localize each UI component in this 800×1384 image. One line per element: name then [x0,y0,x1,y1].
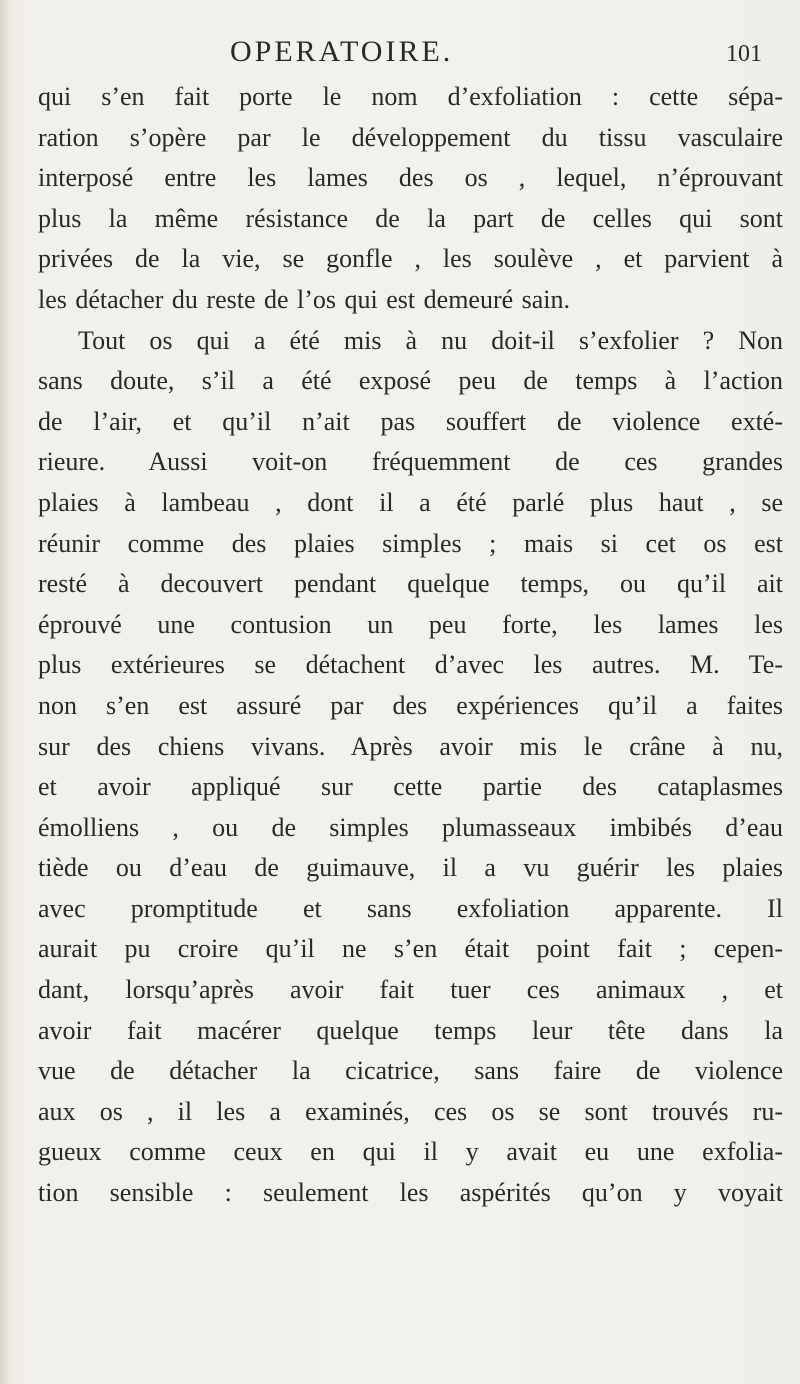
page-gutter-shadow [0,0,10,1384]
text-line: gueux comme ceux en qui il y avait eu une exfolia- [38,1137,783,1167]
text-line: rieure. Aussi voit-on fréquemment de ces grandes [38,447,783,477]
text-line: resté à decouvert pendant quelque temps, ou qu’il ait [38,569,783,599]
text-line: Tout os qui a été mis à nu doit-il s’exfolier ? Non [78,325,783,355]
running-head: OPERATOIRE. [230,35,454,68]
text-line: vue de détacher la cicatrice, sans faire de violence [38,1056,783,1086]
text-line: plus la même résistance de la part de celles qui sont [38,203,783,233]
text-line: privées de la vie, se gonfle , les soulève , et parvient à [38,244,783,274]
text-line: non s’en est assuré par des expériences qu’il a faites [38,690,783,720]
text-line: ration s’opère par le développement du tissu vasculaire [38,122,783,152]
text-line: tion sensible : seulement les aspérités qu’on y voyait [38,1178,783,1208]
body-text [38,77,783,1214]
text-line: les détacher du reste de l’os qui est demeuré sain. [38,284,571,314]
text-line: interposé entre les lames des os , lequel, n’éprouvant [38,163,783,193]
text-line: de l’air, et qu’il n’ait pas souffert de violence exté- [38,406,783,436]
text-line: qui s’en fait porte le nom d’exfoliation : cette sépa- [38,82,783,111]
text-line: aurait pu croire qu’il ne s’en était point fait ; cepen- [38,934,783,964]
text-line: avoir fait macérer quelque temps leur tête dans la [38,1015,783,1045]
text-line: avec promptitude et sans exfoliation apparente. Il [38,893,783,923]
text-line: dant, lorsqu’après avoir fait tuer ces animaux , et [38,975,783,1005]
text-line: aux os , il les a examinés, ces os se sont trouvés ru- [38,1096,783,1126]
text-line: sans doute, s’il a été exposé peu de temps à l’action [38,366,783,396]
text-line: plus extérieures se détachent d’avec les autres. M. Te- [38,650,783,680]
text-line: sur des chiens vivans. Après avoir mis le crâne à nu, [38,731,783,761]
text-line: éprouvé une contusion un peu forte, les lames les [38,609,783,639]
text-line: réunir comme des plaies simples ; mais si cet os est [38,528,783,558]
text-line: émolliens , ou de simples plumasseaux imbibés d’eau [38,812,783,842]
page-header [230,32,790,72]
text-line: tiède ou d’eau de guimauve, il a vu guérir les plaies [38,853,783,883]
text-line: plaies à lambeau , dont il a été parlé plus haut , se [38,487,783,517]
text-line: et avoir appliqué sur cette partie des cataplasmes [38,772,783,802]
page-number: 101 [726,41,762,67]
